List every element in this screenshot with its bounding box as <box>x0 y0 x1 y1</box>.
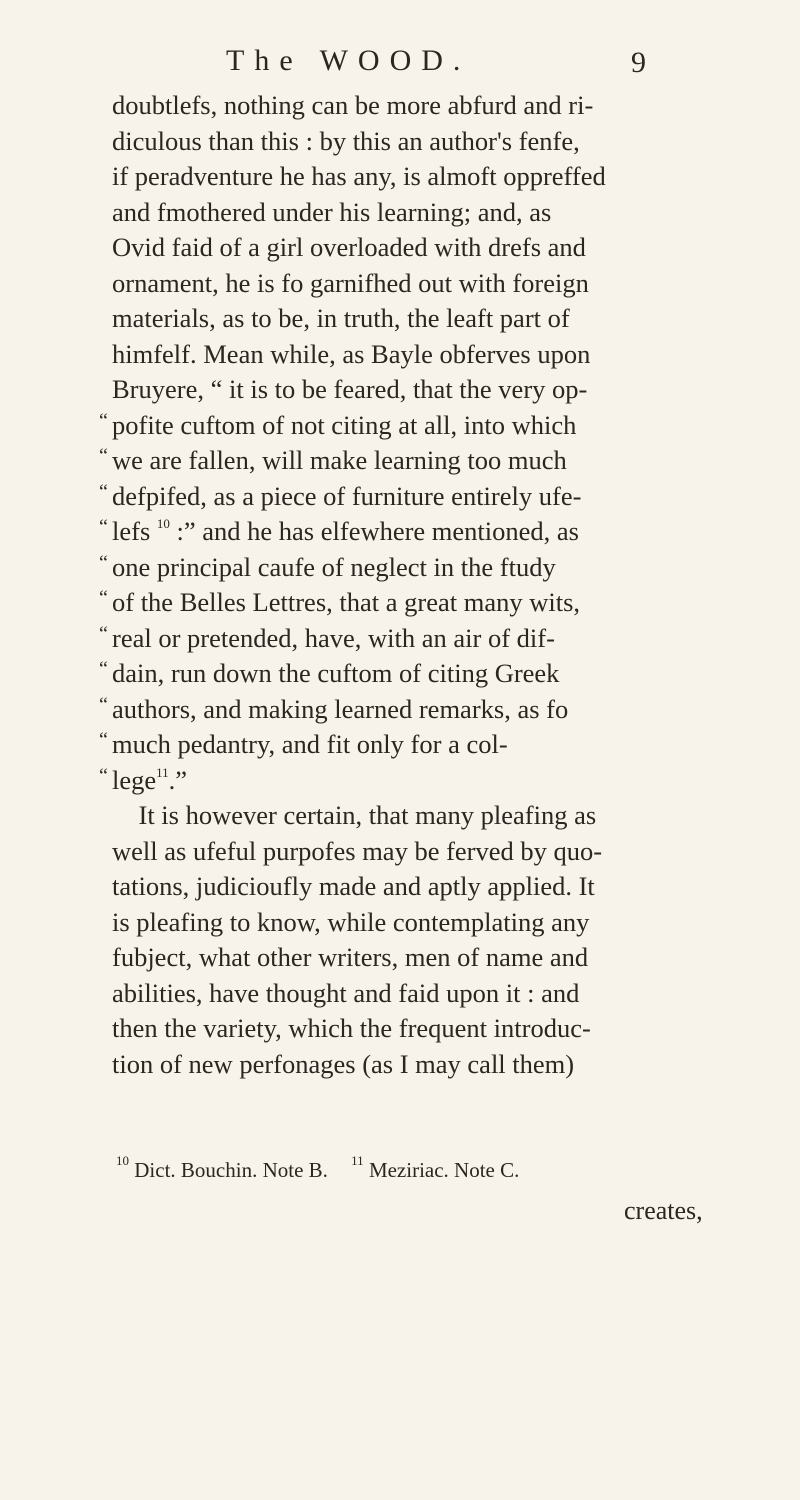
text-line: “ dain, run down the cuftom of citing Greek <box>112 656 702 692</box>
text-line: materials, as to be, in truth, the leaft part of <box>112 303 570 333</box>
text-line: “ much pedantry, and fit only for a col- <box>112 727 702 763</box>
text-line: doubtlefs, nothing can be more abfurd and ri- <box>112 90 594 120</box>
quote-mark: “ <box>99 551 108 574</box>
text-line: Ovid faid of a girl overloaded with drefs and <box>112 232 586 262</box>
text-line: himfelf. Mean while, as Bayle obferves upon <box>112 338 591 369</box>
quote-mark: “ <box>99 445 108 467</box>
quote-mark: “ <box>99 764 108 787</box>
text-line: “ one principal caufe of neglect in the ftudy <box>112 550 702 586</box>
text-line: tion of new perfonages (as I may call them) <box>112 1048 575 1079</box>
text-line: and fmothered under his learning; and, as <box>112 196 552 227</box>
text-line: It is however certain, that many pleafing as <box>138 800 597 830</box>
quote-mark: “ <box>99 658 108 680</box>
text-line: “ lefs $^{10}$ :” and he has elfewhere mentioned, as <box>112 514 702 550</box>
footnote-11 <box>351 1153 520 1182</box>
footnote-text: Dict. Bouchin. Note B. <box>134 1158 328 1182</box>
running-title: The WOOD. <box>226 44 471 77</box>
body-text <box>99 88 702 1082</box>
note-ref-10: 10 <box>156 516 170 531</box>
note-ref-11: 11 <box>156 764 169 780</box>
footnotes <box>116 1153 706 1183</box>
quote-mark: “ <box>99 729 108 751</box>
quote-mark: “ <box>99 587 108 609</box>
quote-mark: “ <box>99 480 108 503</box>
footnote-number: 11 <box>351 1153 364 1168</box>
text-line: “ pofite cuftom of not citing at all, into which <box>112 408 702 444</box>
text-line: “ lege$^{11}$.” <box>112 763 702 799</box>
text-line: well as ufeful purpofes may be ferved by quo- <box>112 835 603 866</box>
quote-mark: “ <box>99 409 108 432</box>
text-line: ornament, he is fo garnifhed out with foreign <box>112 267 589 298</box>
quote-mark: “ <box>99 516 108 538</box>
text-line: tations, judicioufly made and aptly applied. It <box>112 871 595 901</box>
quote-mark: “ <box>99 622 108 645</box>
page-header <box>226 44 646 94</box>
text-line: “ we are fallen, will make learning too much <box>112 443 702 479</box>
footnote-10 <box>116 1153 328 1182</box>
quote-mark: “ <box>99 693 108 716</box>
text-line: abilities, have thought and faid upon it : and <box>112 977 580 1008</box>
text-line: “ real or pretended, have, with an air of dif- <box>112 621 702 657</box>
text-line: fubject, what other writers, men of name and <box>112 942 589 972</box>
catchword: creates, <box>624 1196 703 1225</box>
text-line: Bruyere, “ it is to be feared, that the very op- <box>112 374 588 404</box>
text-line: then the variety, which the frequent introduc- <box>112 1013 591 1043</box>
page-number: 9 <box>631 46 646 79</box>
text-line: diculous than this : by this an author's fenfe, <box>112 125 580 156</box>
text-line: if peradventure he has any, is almoft oppreffed <box>112 161 606 191</box>
footnote-text: Meziriac. Note C. <box>368 1158 520 1182</box>
text-line: is pleafing to know, while contemplating any <box>112 906 590 937</box>
text-line: “ of the Belles Lettres, that a great many wits, <box>112 585 702 621</box>
footnote-number: 10 <box>116 1153 129 1168</box>
text-line: “ defpifed, as a piece of furniture entirely ufe- <box>112 479 702 515</box>
text-line: “ authors, and making learned remarks, as fo <box>112 692 702 728</box>
